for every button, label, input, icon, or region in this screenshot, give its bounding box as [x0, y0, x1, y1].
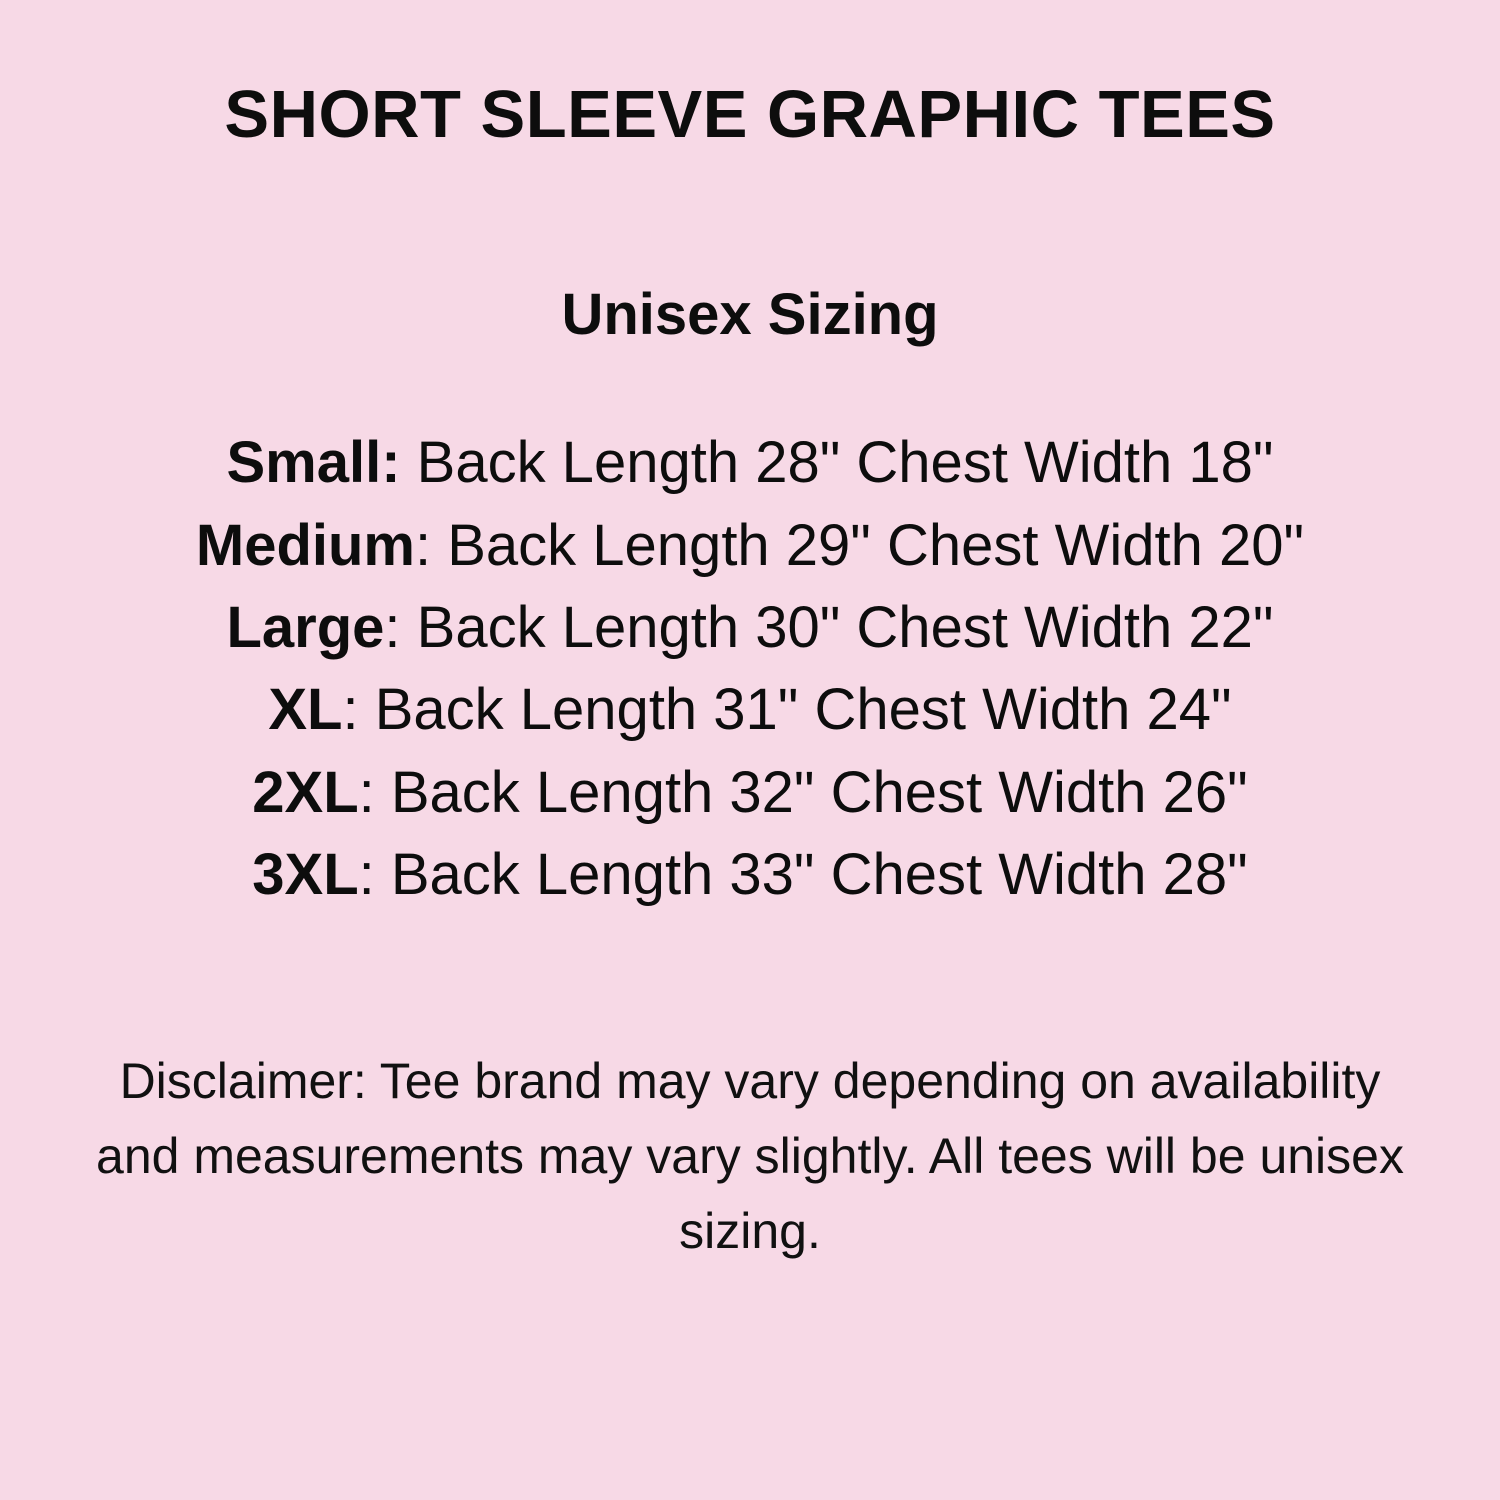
size-list [70, 422, 1430, 916]
list-item [268, 669, 1231, 751]
sizing-subtitle: Unisex Sizing [561, 282, 939, 348]
size-label: Medium [195, 512, 415, 578]
list-item [252, 834, 1248, 916]
list-item [196, 505, 1304, 587]
size-measurements: : Back Length 31" Chest Width 24" [342, 677, 1232, 743]
size-label: 3XL [252, 841, 359, 907]
disclaimer-text: Disclaimer: Tee brand may vary depending on availability and measurements may vary slightly. All tees will be unisex sizing. [96, 1053, 1404, 1260]
list-item [252, 752, 1248, 834]
list-item [226, 587, 1273, 669]
size-label: Large [226, 594, 385, 660]
size-label: Small: [226, 430, 401, 496]
size-measurements: Back Length 28" Chest Width 18" [400, 430, 1274, 496]
size-measurements: : Back Length 32" Chest Width 26" [358, 759, 1248, 825]
size-measurements: : Back Length 29" Chest Width 20" [415, 512, 1305, 578]
size-label: XL [268, 677, 343, 743]
list-item [226, 422, 1273, 504]
size-measurements: : Back Length 33" Chest Width 28" [358, 841, 1248, 907]
size-label: 2XL [252, 759, 359, 825]
size-measurements: : Back Length 30" Chest Width 22" [384, 594, 1274, 660]
page-title: SHORT SLEEVE GRAPHIC TEES [224, 77, 1276, 152]
